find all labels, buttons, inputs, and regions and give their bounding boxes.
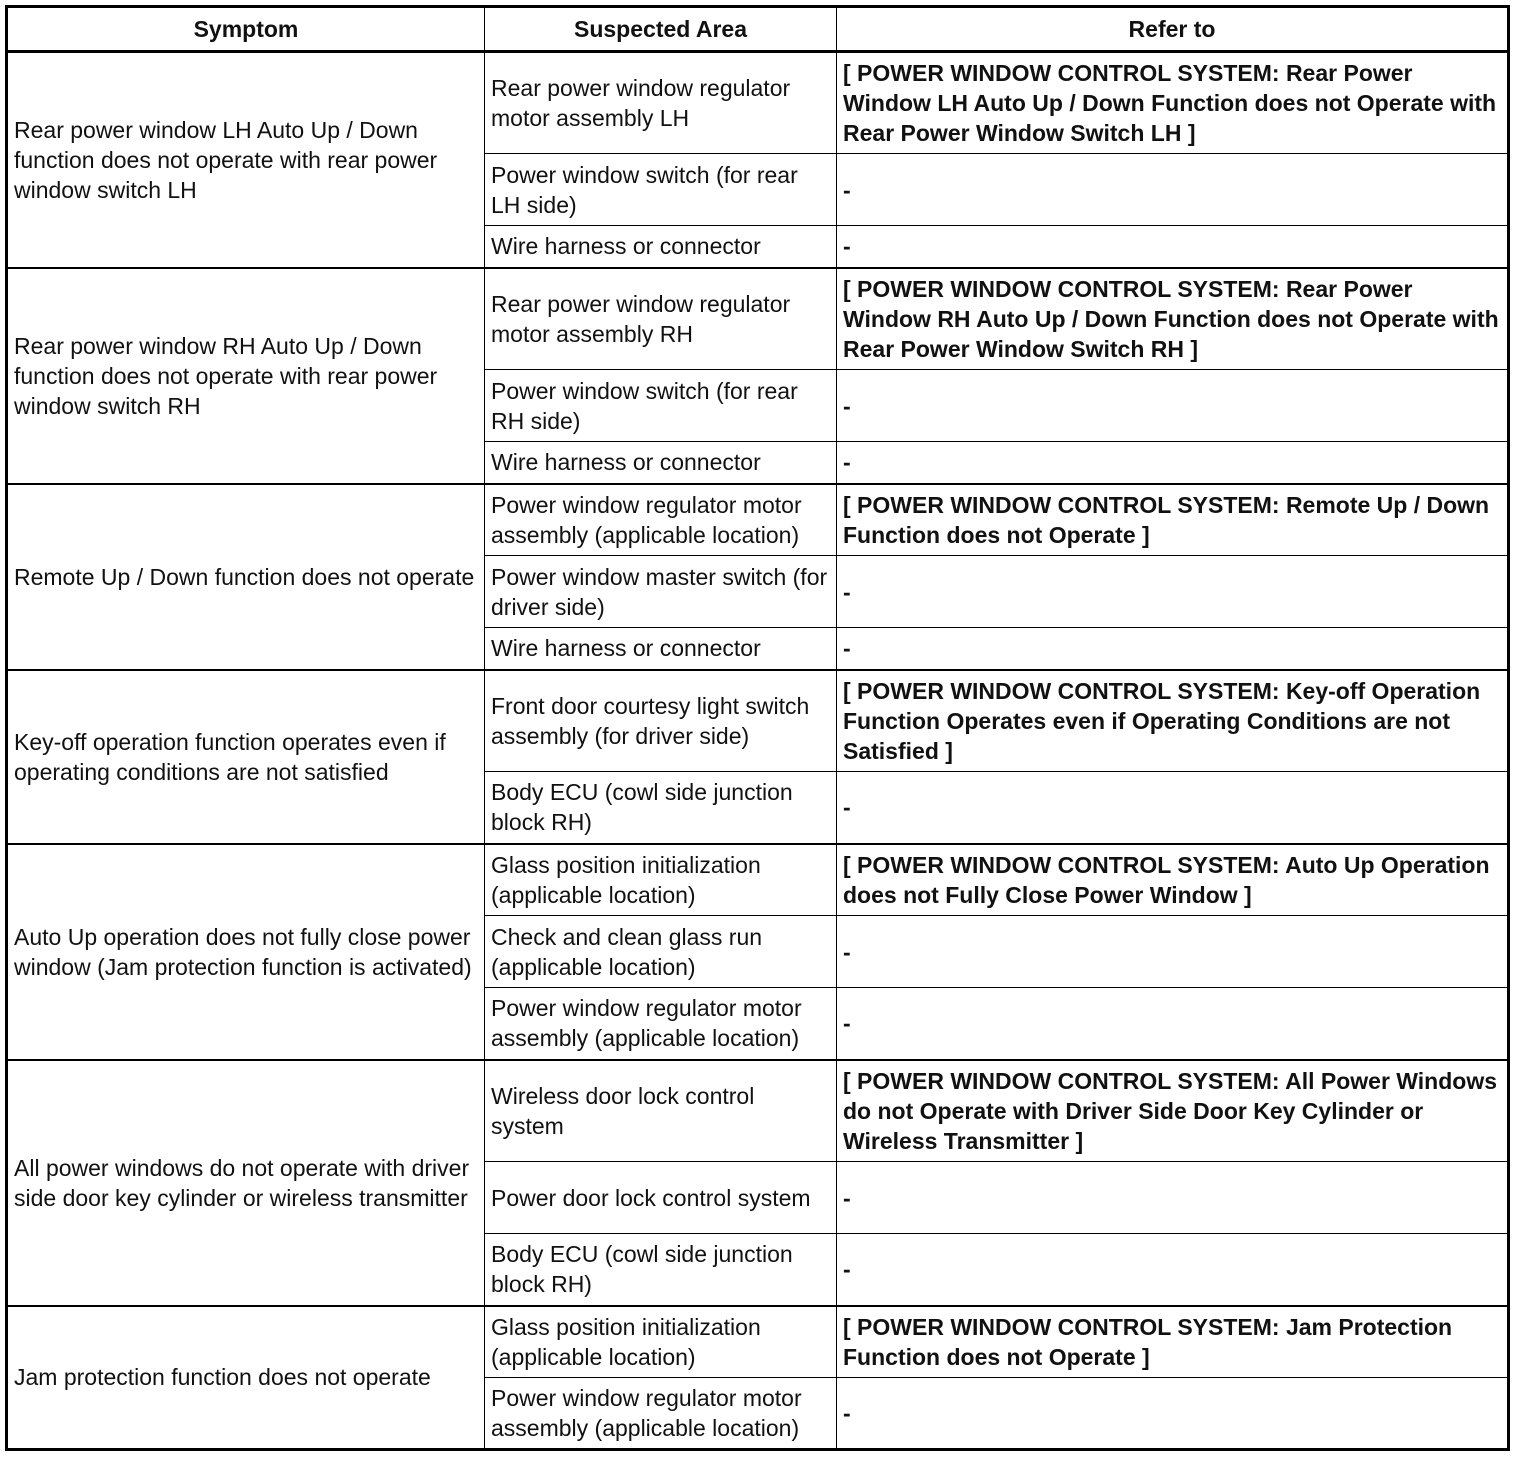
suspected-area-cell: Wire harness or connector <box>485 628 837 670</box>
suspected-area-cell: Front door courtesy light switch assembly (for driver side) <box>485 670 837 772</box>
refer-to-cell: - <box>837 556 1509 628</box>
table-row <box>7 1060 1509 1162</box>
header-suspected-area: Suspected Area <box>485 7 837 52</box>
suspected-area-cell: Glass position initialization (applicable location) <box>485 1306 837 1378</box>
suspected-area-cell: Power window switch (for rear LH side) <box>485 154 837 226</box>
suspected-area-cell: Wire harness or connector <box>485 442 837 484</box>
table-row <box>7 484 1509 556</box>
suspected-area-cell: Body ECU (cowl side junction block RH) <box>485 1234 837 1306</box>
symptom-cell: All power windows do not operate with driver side door key cylinder or wireless transmitter <box>7 1060 485 1306</box>
table-row <box>7 844 1509 916</box>
refer-to-cell: - <box>837 442 1509 484</box>
refer-to-cell: - <box>837 916 1509 988</box>
refer-to-cell: [ POWER WINDOW CONTROL SYSTEM: Key-off Operation Function Operates even if Operating Conditions are not Satisfied ] <box>837 670 1509 772</box>
symptom-cell: Auto Up operation does not fully close power window (Jam protection function is activated) <box>7 844 485 1060</box>
refer-to-cell: - <box>837 1378 1509 1450</box>
table-row <box>7 670 1509 772</box>
refer-to-cell: - <box>837 226 1509 268</box>
suspected-area-cell: Check and clean glass run (applicable location) <box>485 916 837 988</box>
refer-to-cell: [ POWER WINDOW CONTROL SYSTEM: Remote Up / Down Function does not Operate ] <box>837 484 1509 556</box>
suspected-area-cell: Power window regulator motor assembly (applicable location) <box>485 484 837 556</box>
refer-to-cell: [ POWER WINDOW CONTROL SYSTEM: All Power Windows do not Operate with Driver Side Door Key Cylinder or Wireless Transmitter ] <box>837 1060 1509 1162</box>
table-body <box>7 52 1509 1450</box>
suspected-area-cell: Power window master switch (for driver side) <box>485 556 837 628</box>
suspected-area-cell: Body ECU (cowl side junction block RH) <box>485 772 837 844</box>
refer-to-cell: [ POWER WINDOW CONTROL SYSTEM: Jam Protection Function does not Operate ] <box>837 1306 1509 1378</box>
refer-to-cell: - <box>837 988 1509 1060</box>
suspected-area-cell: Power door lock control system <box>485 1162 837 1234</box>
suspected-area-cell: Glass position initialization (applicable location) <box>485 844 837 916</box>
header-refer-to: Refer to <box>837 7 1509 52</box>
refer-to-cell: [ POWER WINDOW CONTROL SYSTEM: Rear Power Window LH Auto Up / Down Function does not Operate with Rear Power Window Switch LH ] <box>837 52 1509 154</box>
symptom-cell: Key-off operation function operates even if operating conditions are not satisfied <box>7 670 485 844</box>
refer-to-cell: - <box>837 1162 1509 1234</box>
suspected-area-cell: Power window regulator motor assembly (applicable location) <box>485 988 837 1060</box>
troubleshooting-table <box>5 5 1510 1451</box>
suspected-area-cell: Power window switch (for rear RH side) <box>485 370 837 442</box>
symptom-cell: Remote Up / Down function does not operate <box>7 484 485 670</box>
suspected-area-cell: Rear power window regulator motor assembly LH <box>485 52 837 154</box>
suspected-area-cell: Rear power window regulator motor assembly RH <box>485 268 837 370</box>
refer-to-cell: - <box>837 772 1509 844</box>
table-row <box>7 268 1509 370</box>
suspected-area-cell: Power window regulator motor assembly (applicable location) <box>485 1378 837 1450</box>
refer-to-cell: [ POWER WINDOW CONTROL SYSTEM: Auto Up Operation does not Fully Close Power Window ] <box>837 844 1509 916</box>
suspected-area-cell: Wireless door lock control system <box>485 1060 837 1162</box>
refer-to-cell: - <box>837 628 1509 670</box>
suspected-area-cell: Wire harness or connector <box>485 226 837 268</box>
symptom-cell: Rear power window RH Auto Up / Down function does not operate with rear power window switch RH <box>7 268 485 484</box>
refer-to-cell: - <box>837 1234 1509 1306</box>
header-row <box>7 7 1509 52</box>
table-row <box>7 52 1509 154</box>
symptom-cell: Rear power window LH Auto Up / Down function does not operate with rear power window switch LH <box>7 52 485 268</box>
symptom-cell: Jam protection function does not operate <box>7 1306 485 1450</box>
refer-to-cell: - <box>837 370 1509 442</box>
table-row <box>7 1306 1509 1378</box>
refer-to-cell: [ POWER WINDOW CONTROL SYSTEM: Rear Power Window RH Auto Up / Down Function does not Operate with Rear Power Window Switch RH ] <box>837 268 1509 370</box>
refer-to-cell: - <box>837 154 1509 226</box>
header-symptom: Symptom <box>7 7 485 52</box>
